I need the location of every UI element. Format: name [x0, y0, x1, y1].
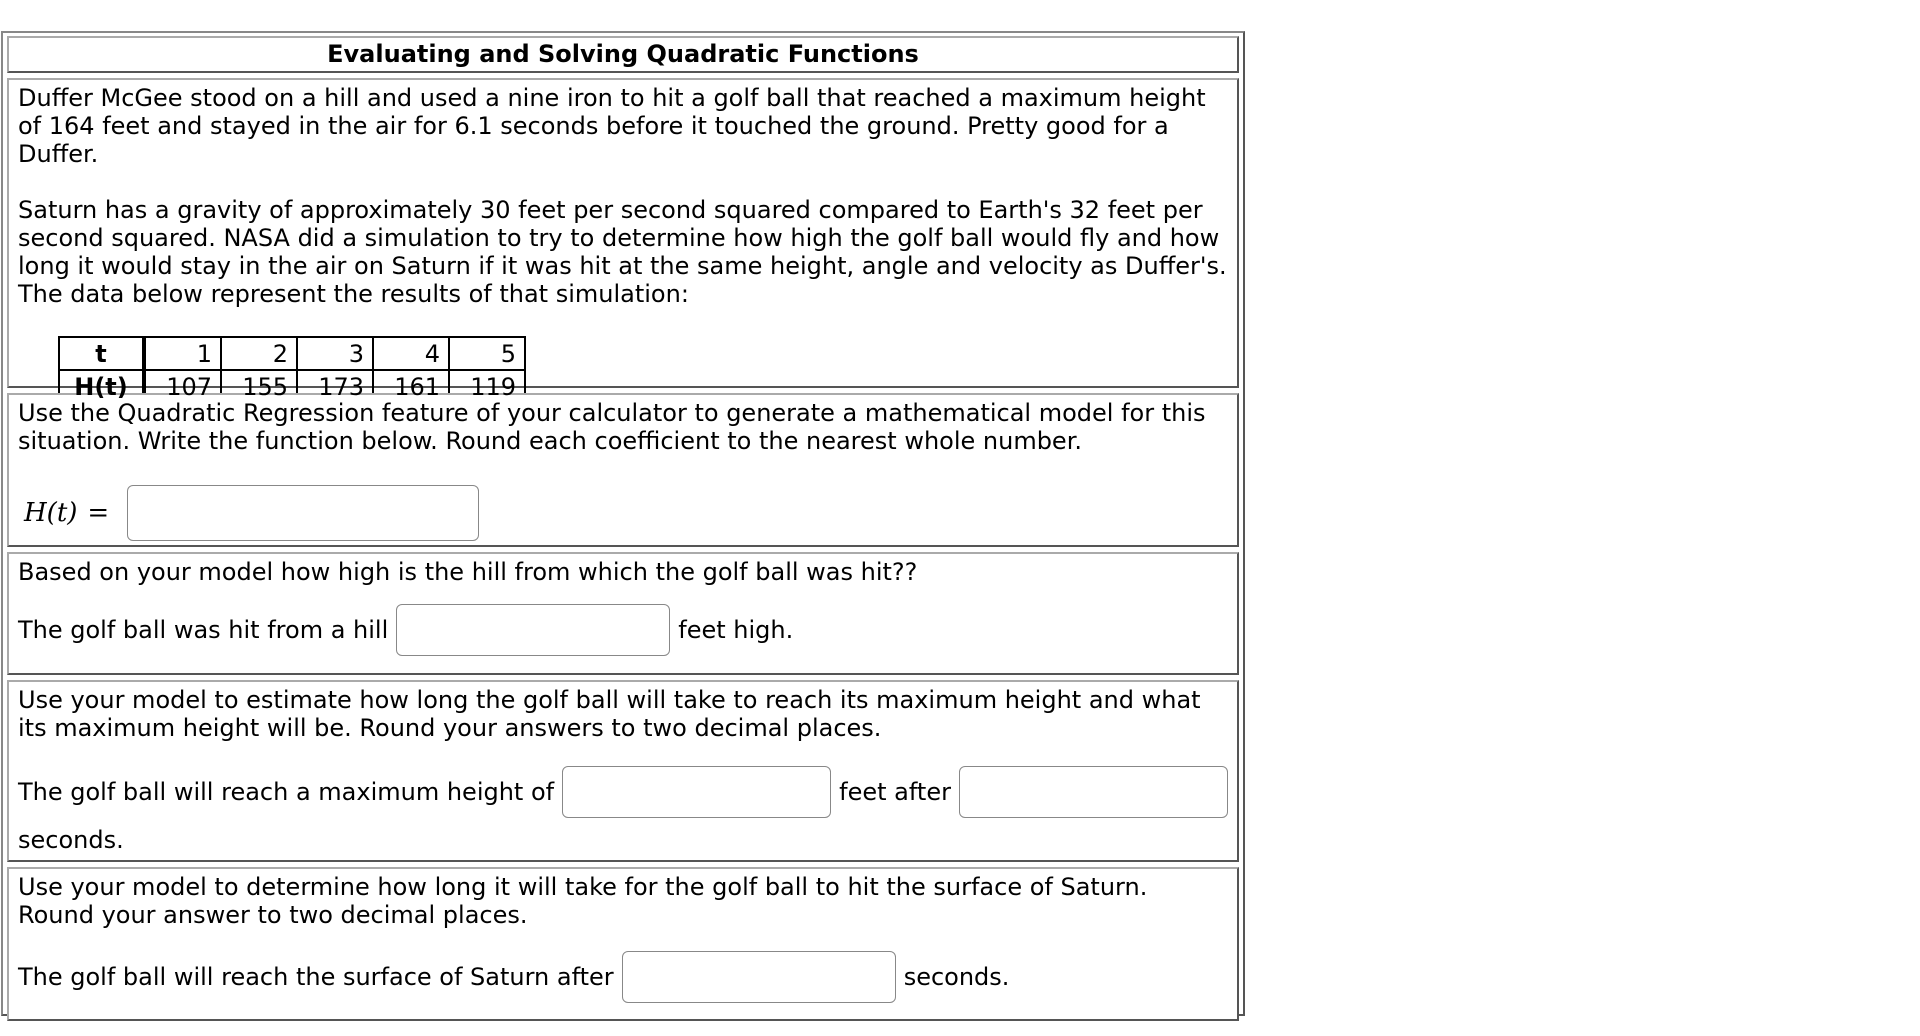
table-cell: 5	[449, 337, 525, 370]
part1-section	[7, 393, 1239, 547]
table-header-h: H(t)	[59, 370, 144, 403]
table-cell: 4	[373, 337, 449, 370]
intro-paragraph-2: Saturn has a gravity of approximately 30 feet per second squared compared to Earth's 32 feet per second squared. NASA did a simulation to try to determine how high the golf ball would fly and how long it would stay in the air on Saturn if it was hit at the same height, angle and velocity as Duffer's. The data below represent the results of that simulation:	[18, 196, 1227, 308]
part4-section	[7, 867, 1239, 1021]
intro-section	[7, 78, 1239, 401]
part1-prompt: Use the Quadratic Regression feature of your calculator to generate a mathematical model for this situation. Write the function below. Round each coefficient to the nearest whole number.	[18, 399, 1206, 455]
table-cell: 161	[373, 370, 449, 403]
part2-text-after: feet high.	[678, 616, 794, 644]
table-cell: 1	[144, 337, 221, 370]
part4-text-after: seconds.	[903, 963, 1010, 991]
part2-text-before: The golf ball was hit from a hill	[18, 616, 389, 644]
part2-section	[7, 552, 1239, 675]
problem-container	[1, 31, 1245, 1016]
function-input[interactable]	[127, 485, 479, 541]
part3-text-before: The golf ball will reach a maximum height of	[18, 778, 555, 806]
equals-sign: =	[87, 498, 110, 528]
table-row-t	[59, 337, 525, 370]
table-cell: 173	[297, 370, 373, 403]
problem-title: Evaluating and Solving Quadratic Functions	[7, 36, 1239, 73]
table-cell: 155	[221, 370, 297, 403]
part3-section	[7, 680, 1239, 862]
part3-text-middle: feet after	[839, 778, 951, 806]
surface-time-input[interactable]	[622, 951, 896, 1003]
part3-prompt: Use your model to estimate how long the golf ball will take to reach its maximum height and what its maximum height will be. Round your answers to two decimal places.	[18, 686, 1201, 742]
function-label: H(t)	[24, 498, 78, 528]
table-cell: 2	[221, 337, 297, 370]
part4-prompt: Use your model to determine how long it will take for the golf ball to hit the surface of Saturn. Round your answer to two decimal places.	[18, 873, 1148, 929]
part4-text-before: The golf ball will reach the surface of Saturn after	[18, 963, 614, 991]
max-height-input[interactable]	[562, 766, 831, 818]
part2-prompt: Based on your model how high is the hill from which the golf ball was hit??	[18, 558, 918, 586]
intro-paragraph-1: Duffer McGee stood on a hill and used a nine iron to hit a golf ball that reached a maximum height of 164 feet and stayed in the air for 6.1 seconds before it touched the ground. Pretty good for a Duffer.	[18, 84, 1206, 168]
table-cell: 119	[449, 370, 525, 403]
table-cell: 3	[297, 337, 373, 370]
max-time-input[interactable]	[959, 766, 1228, 818]
part3-text-after: seconds.	[18, 826, 124, 854]
hill-height-input[interactable]	[396, 604, 670, 656]
table-header-t: t	[59, 337, 144, 370]
table-cell: 107	[144, 370, 221, 403]
